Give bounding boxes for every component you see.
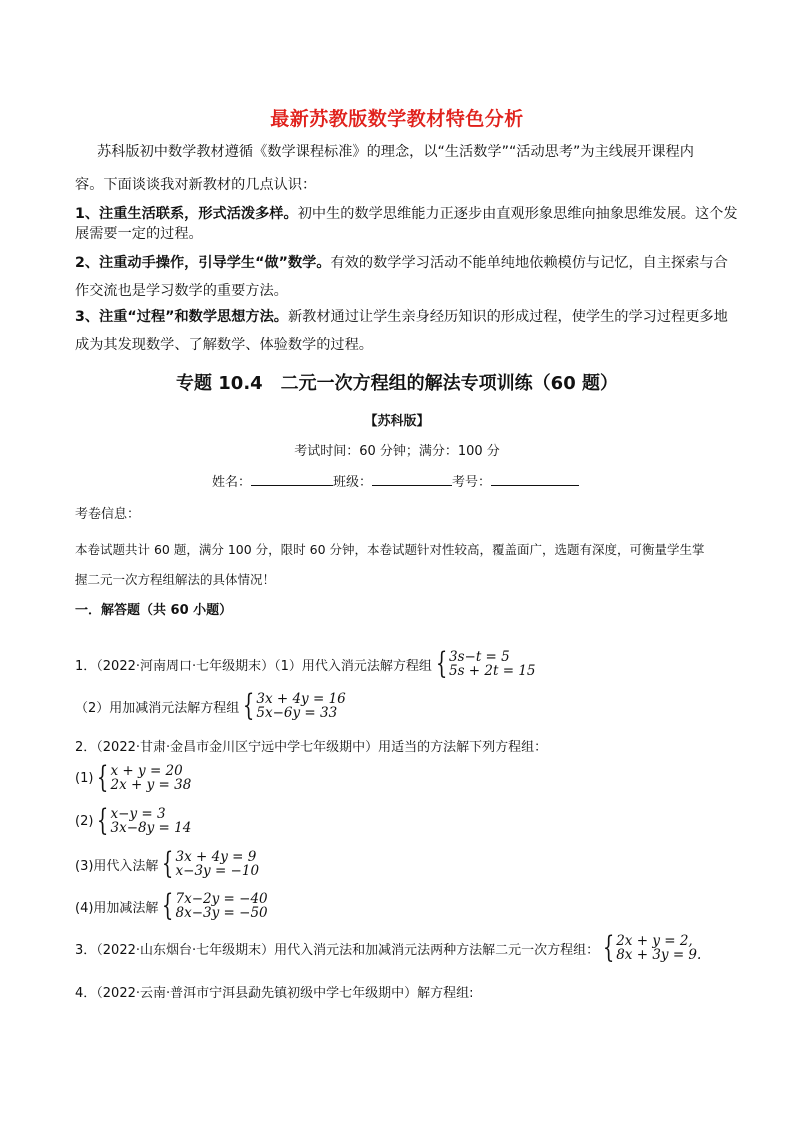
point-2-heading: 2、注重动手操作，引导学生“做”数学。	[75, 255, 331, 271]
point-1-heading: 1、注重生活联系，形式活泼多样。	[75, 206, 298, 222]
intro-point-2	[75, 256, 728, 270]
q2-p4-eq2: 8x−3y = −50	[175, 905, 268, 921]
number-blank[interactable]	[491, 473, 579, 486]
page-header-title: 最新苏教版数学教材特色分析	[270, 108, 524, 130]
edition-label: 【苏科版】	[364, 414, 430, 429]
number-label: 考号：	[452, 475, 492, 490]
intro-point-1-cont: 展需要一定的过程。	[75, 226, 203, 242]
q2-p3-eq2: x−3y = −10	[175, 863, 260, 879]
intro-point-3-cont: 成为其发现数学、了解数学、体验数学的过程。	[75, 337, 373, 353]
q1-eq2: 5s + 2t = 15	[449, 663, 536, 679]
name-label: 姓名：	[212, 475, 252, 490]
brace-icon: {	[97, 803, 109, 838]
name-blank[interactable]	[251, 473, 333, 486]
brace-icon: {	[243, 688, 255, 723]
brace-icon: {	[162, 888, 174, 923]
q1-p2-eq1: 3x + 4y = 16	[256, 691, 346, 707]
question-2: 2．（2022·甘肃·金昌市金川区宁远中学七年级期中）用适当的方法解下列方程组：	[75, 740, 548, 755]
intro-point-1	[75, 207, 738, 221]
q2-p4-label: (4)用加减法解	[75, 900, 159, 916]
q3-prefix: 3．（2022·山东烟台·七年级期末）用代入消元法和加减消元法两种方法解二元一次方程组：	[75, 942, 600, 958]
point-3-text: 新教材通过让学生亲身经历知识的形成过程，使学生的学习过程更多地	[287, 309, 728, 325]
class-label: 班级：	[333, 475, 373, 490]
section-heading: 一．解答题（共 60 小题）	[75, 603, 233, 618]
q2-part-4	[75, 888, 268, 923]
brace-icon: {	[97, 760, 109, 795]
exam-info-line-2: 握二元一次方程组解法的具体情况！	[75, 572, 276, 587]
q2-p1-eq1: x + y = 20	[110, 763, 183, 779]
student-info-row	[212, 471, 579, 490]
q3-eq1: 2x + y = 2,	[616, 933, 693, 949]
q2-part-1	[75, 760, 192, 795]
q1-part2-system	[239, 688, 346, 723]
question-4: 4．（2022·云南·普洱市宁洱县勐先镇初级中学七年级期中）解方程组:	[75, 986, 474, 1001]
q2-p1-label: (1)	[75, 770, 94, 786]
point-1-text: 初中生的数学思维能力正逐步由直观形象思维向抽象思维发展。这个发	[297, 206, 738, 222]
q1-part2-label: （2）用加减消元法解方程组	[75, 700, 240, 716]
intro-point-2-cont: 作交流也是学习数学的重要方法。	[75, 283, 288, 299]
q2-part-2	[75, 803, 192, 838]
class-blank[interactable]	[372, 473, 452, 486]
intro-line-2: 容。下面谈谈我对新教材的几点认识：	[75, 177, 317, 193]
brace-icon: {	[162, 846, 174, 881]
question-1-part-2	[75, 688, 346, 723]
q2-part-3	[75, 846, 260, 881]
q3-eq2: 8x + 3y = 9.	[616, 947, 702, 963]
exam-info-label: 考卷信息：	[75, 507, 141, 522]
brace-icon: {	[435, 646, 448, 681]
q2-p1-eq2: 2x + y = 38	[110, 777, 192, 793]
q2-p3-eq1: 3x + 4y = 9	[175, 849, 257, 865]
question-3	[75, 930, 702, 965]
q2-p4-eq1: 7x−2y = −40	[175, 891, 268, 907]
intro-point-3	[75, 310, 728, 324]
exam-time-info: 考试时间：60 分钟；满分：100 分	[294, 444, 500, 459]
q1-prefix: 1．（2022·河南周口·七年级期末）（1）用代入消元法解方程组	[75, 658, 432, 674]
q2-p2-eq1: x−y = 3	[110, 806, 166, 822]
question-1	[75, 646, 536, 681]
q2-p2-eq2: 3x−8y = 14	[110, 820, 192, 836]
point-3-heading: 3、注重“过程”和数学思想方法。	[75, 309, 288, 325]
q1-p2-eq2: 5x−6y = 33	[256, 705, 338, 721]
q2-p2-label: (2)	[75, 813, 94, 829]
q1-eq1: 3s−t = 5	[449, 649, 510, 665]
exam-title: 专题 10.4 二元一次方程组的解法专项训练（60 题）	[176, 373, 618, 394]
point-2-text: 有效的数学学习活动不能单纯地依赖模仿与记忆，自主探索与合	[330, 255, 728, 271]
q2-p3-label: (3)用代入法解	[75, 858, 159, 874]
exam-info-line-1: 本卷试题共计 60 题，满分 100 分，限时 60 分钟，本卷试题针对性较高，覆盖面广，选题有深度，可衡量学生掌	[75, 542, 705, 557]
intro-line-1: 苏科版初中数学教材遵循《数学课程标准》的理念，以“生活数学”“活动思考”为主线展开课程内	[97, 144, 694, 160]
q1-system	[432, 646, 536, 681]
brace-icon: {	[602, 930, 615, 965]
